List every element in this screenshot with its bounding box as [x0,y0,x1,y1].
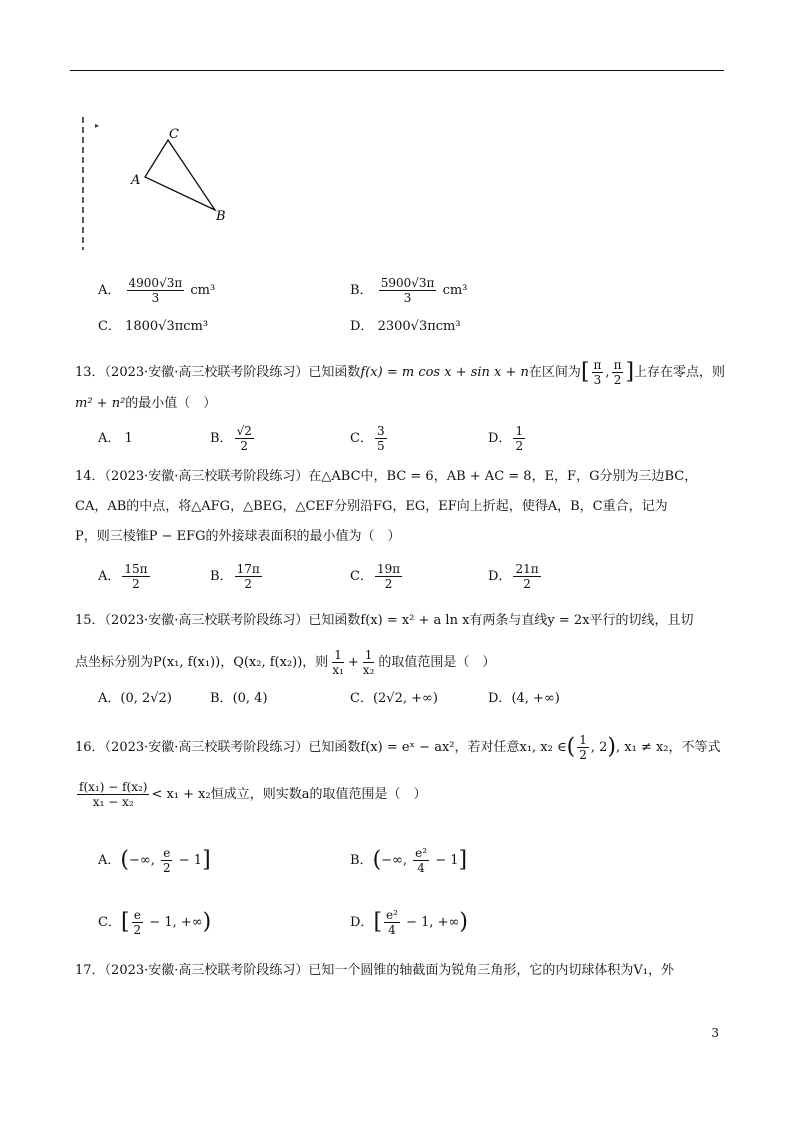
q14-option-a[interactable] [98,562,152,591]
option-label: B． [210,569,233,584]
option-text: (0, 2√2) [120,691,172,706]
svg-text:▸: ▸ [95,121,100,130]
option-fraction: $\frac{15\pi}{2}$ [124,562,148,591]
stem-text: 上存在零点，则 [634,365,726,380]
question-source: （2023·安徽·高三校联考阶段练习） [104,613,309,628]
option-label: C． [98,915,121,930]
q15-option-a[interactable] [98,690,172,708]
header-rule [70,70,724,71]
q15-stem-line1 [75,612,694,630]
option-label: C． [350,431,373,446]
stem-text: 已知函数 [308,365,361,380]
option-fraction: $\frac{\text{e²}}{4}$ [415,846,428,875]
q13-stem-line1: 13．（2023·安徽·高三校联考阶段练习）已知函数f(x) = m cos x + sin x + n在区间为[ $\frac{\pi}{3}$ , $\frac{\pi}{2}$ ]上存在零点，则 [75,358,726,387]
q16-option-b[interactable]: B．(−∞, $\frac{\text{e²}}{4}$ − 1] [350,846,468,875]
option-unit: cm³ [190,283,216,298]
stem-text: 的取值范围是（ ） [378,655,496,670]
option-label: C． [350,569,373,584]
question-number: 15． [75,613,105,628]
option-label: D． [350,915,374,930]
q14-stem-line1 [75,468,697,486]
q13-option-c[interactable] [350,424,389,453]
stem-text: CA，AB的中点，将△AFG，△BEG，△CEF分别沿FG，EG，EF向上折起，使得A，B，C重合，记为 [75,499,668,514]
question-number: 13． [75,365,105,380]
option-label: B． [350,853,373,868]
option-text: − 1, +∞ [145,915,203,930]
vertex-label-b: B [216,209,226,224]
q14-stem-line3 [75,528,401,546]
option-label: B． [210,691,233,706]
q13-option-a[interactable] [98,430,133,448]
q13-option-d[interactable] [488,424,527,453]
q16-option-d[interactable]: D．[ $\frac{\text{e²}}{4}$ − 1, +∞) [350,908,468,937]
stem-text: 点坐标分别为P(x₁, f(x₁))，Q(x₂, f(x₂))，则 [75,655,329,670]
option-label: D． [488,431,512,446]
q16-option-a[interactable]: A．(−∞, $\frac{e}{2}$ − 1] [98,846,211,875]
page-number: 3 [711,1026,719,1040]
q12-option-a[interactable] [98,276,215,305]
q13-option-b[interactable] [210,424,256,453]
q16-option-c[interactable]: C．[ $\frac{e}{2}$ − 1, +∞) [98,908,212,937]
option-fraction: $\frac{1}{2}$ [515,424,524,453]
stem-text: < x₁ + x₂恒成立，则实数a的取值范围是（ ） [151,787,427,802]
q12-option-c[interactable] [98,318,208,336]
option-fraction: $\frac{\text{e²}}{4}$ [386,908,398,937]
q15-option-d[interactable] [488,690,560,708]
option-text: 1800√3πcm³ [125,319,209,334]
stem-text: 已知函数f(x) = eˣ − ax²，若对任意x₁, x₂ ∈ [308,740,567,755]
option-text: − 1, +∞ [401,915,460,930]
question-source: （2023·安徽·高三校联考阶段练习） [104,963,309,978]
option-label: C． [98,319,121,334]
option-fraction: $\frac{4900√3\pi}{3}$ [128,276,183,305]
interval-upper: $\frac{\pi}{2}$ [613,358,622,387]
q15-option-b[interactable] [210,690,268,708]
q12-option-b[interactable] [350,276,467,305]
q12-option-d[interactable] [350,318,461,336]
option-fraction: $\frac{5900√3\pi}{3}$ [380,276,435,305]
difference-quotient: $\frac{\text{f(x₁) − f(x₂)}}{\text{x₁ − x₂}}$ [79,780,148,809]
option-text: 2300√3πcm³ [377,319,461,334]
vertex-label-c: C [169,127,179,142]
interval-lower: $\frac{\pi}{3}$ [593,358,602,387]
stem-text: 的最小值（ ） [125,396,217,411]
option-fraction: $\frac{21\pi}{2}$ [515,562,539,591]
option-text: (0, 4) [232,691,268,706]
stem-text: , x₁ ≠ x₂，不等式 [616,740,721,755]
q14-stem-line2 [75,498,668,516]
stem-text: 在区间为 [528,365,581,380]
q16-stem-line2 [75,780,426,809]
q13-stem-line2 [75,395,216,413]
expression: m² + n² [75,396,126,411]
vertex-label-a: A [131,173,141,188]
option-label: D． [488,569,512,584]
q15-option-c[interactable] [350,690,438,708]
q14-option-c[interactable] [350,562,404,591]
option-fraction: $\frac{e}{2}$ [133,908,142,937]
question-source: （2023·安徽·高三校联考阶段练习） [104,469,309,484]
option-fraction: $\frac{3}{5}$ [376,424,385,453]
function-expression: f(x) = m cos x + sin x + n [360,365,529,380]
option-unit: cm³ [442,283,468,298]
stem-text: 在△ABC中，BC = 6，AB + AC = 8，E，F，G分别为三边BC， [308,469,698,484]
question-number: 17． [75,963,105,978]
interval-lower: $\frac{1}{2}$ [579,733,587,762]
option-label: A． [98,853,121,868]
option-text: −∞, [381,853,412,868]
stem-text: P，则三棱锥P − EFG的外接球表面积的最小值为（ ） [75,529,401,544]
stem-text: 已知一个圆锥的轴截面为锐角三角形，它的内切球体积为V₁，外 [308,963,675,978]
fraction: $\frac{1}{\text{x₁}}$ [332,648,344,677]
option-text: − 1 [431,853,459,868]
option-label: D． [350,319,374,334]
option-fraction: $\frac{19\pi}{2}$ [376,562,401,591]
stem-text: 已知函数f(x) = x² + a ln x有两条与直线y = 2x平行的切线，且切 [308,613,694,628]
q16-stem-line1: 16．（2023·安徽·高三校联考阶段练习）已知函数f(x) = eˣ − ax²，若对任意x₁, x₂ ∈( $\frac{1}{2}$ , 2), x₁ ≠ x₂，不等式 [75,733,721,762]
option-label: A． [98,283,121,298]
q14-option-d[interactable] [488,562,543,591]
interval-upper: , 2 [590,740,608,755]
q14-option-b[interactable] [210,562,264,591]
question-number: 16． [75,740,105,755]
option-text: 1 [124,431,133,446]
fraction: $\frac{1}{\text{x₂}}$ [362,648,375,677]
question-source: （2023·安徽·高三校联考阶段练习） [104,365,309,380]
option-text: (4, +∞) [511,691,560,706]
q15-stem-line2: 点坐标分别为P(x₁, f(x₁))，Q(x₂, f(x₂))，则 $\frac{1}{\text{x₁}}$ + $\frac{1}{\text{x₂}}$ 的取值范围是（ ） [75,648,496,677]
option-text: (2√2, +∞) [372,691,438,706]
option-text: −∞, [128,853,159,868]
option-label: D． [488,691,512,706]
option-label: B． [210,431,233,446]
option-fraction: $\frac{√2}{2}$ [236,424,252,453]
option-fraction: $\frac{e}{2}$ [162,846,171,875]
question-source: （2023·安徽·高三校联考阶段练习） [104,740,309,755]
triangle-figure [70,112,270,258]
option-label: A． [98,431,121,446]
question-number: 14． [75,469,105,484]
option-label: A． [98,691,121,706]
option-text: − 1 [174,853,203,868]
option-label: B． [350,283,373,298]
option-fraction: $\frac{17\pi}{2}$ [236,562,260,591]
option-label: C． [350,691,373,706]
q17-stem-line1 [75,962,674,980]
triangle-abc [145,140,215,210]
option-label: A． [98,569,121,584]
